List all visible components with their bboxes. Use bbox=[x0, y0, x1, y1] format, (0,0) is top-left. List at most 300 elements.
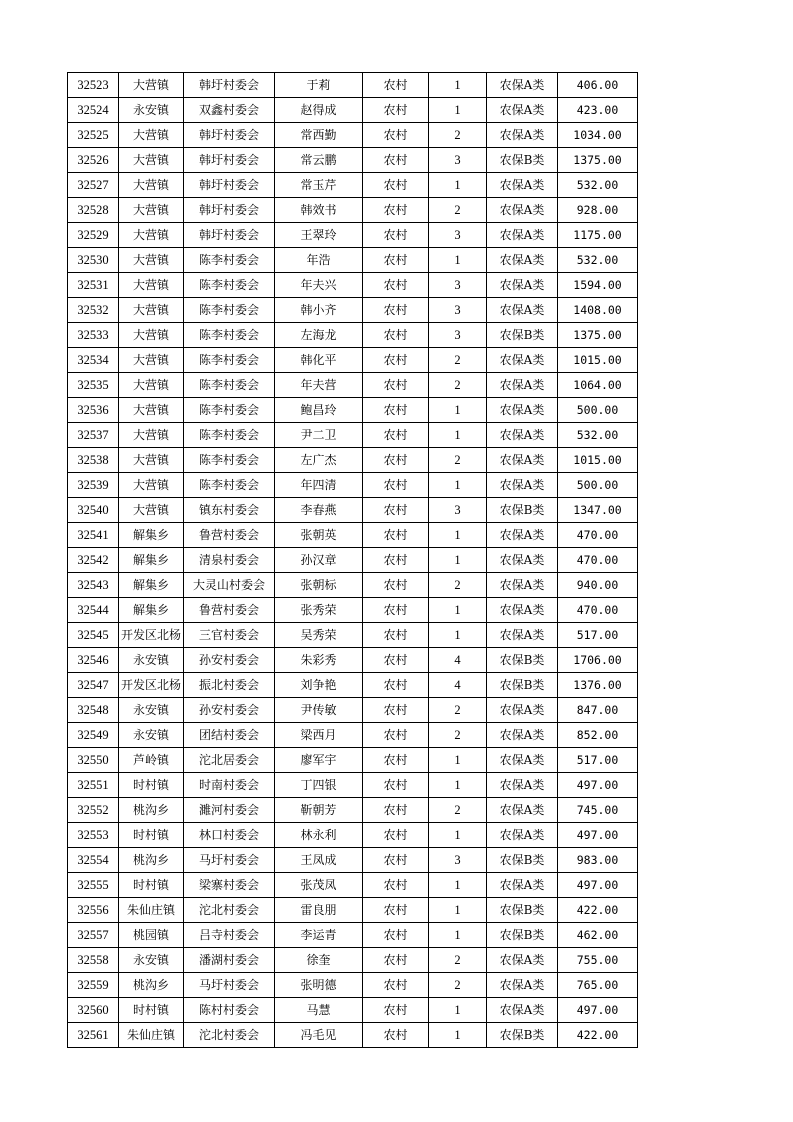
table-row bbox=[68, 773, 638, 798]
insurance-class-cell: 农保A类 bbox=[487, 623, 558, 648]
person-name-cell: 常玉芹 bbox=[275, 173, 363, 198]
table-row bbox=[68, 548, 638, 573]
area-type-cell: 农村 bbox=[363, 73, 429, 98]
table-row bbox=[68, 223, 638, 248]
insurance-class-cell: 农保A类 bbox=[487, 248, 558, 273]
person-name-cell: 丁四银 bbox=[275, 773, 363, 798]
household-count-cell: 1 bbox=[429, 873, 487, 898]
row-id-cell: 32540 bbox=[68, 498, 119, 523]
amount-cell: 983.00 bbox=[558, 848, 638, 873]
row-id-cell: 32546 bbox=[68, 648, 119, 673]
town-cell: 大营镇 bbox=[119, 223, 184, 248]
person-name-cell: 王凤成 bbox=[275, 848, 363, 873]
household-count-cell: 2 bbox=[429, 348, 487, 373]
area-type-cell: 农村 bbox=[363, 748, 429, 773]
person-name-cell: 马慧 bbox=[275, 998, 363, 1023]
village-cell: 韩圩村委会 bbox=[184, 223, 275, 248]
town-cell: 时村镇 bbox=[119, 823, 184, 848]
person-name-cell: 张朝标 bbox=[275, 573, 363, 598]
row-id-cell: 32533 bbox=[68, 323, 119, 348]
amount-cell: 1594.00 bbox=[558, 273, 638, 298]
town-cell: 永安镇 bbox=[119, 948, 184, 973]
insurance-class-cell: 农保B类 bbox=[487, 923, 558, 948]
village-cell: 陈李村委会 bbox=[184, 398, 275, 423]
insurance-class-cell: 农保A类 bbox=[487, 698, 558, 723]
person-name-cell: 年夫兴 bbox=[275, 273, 363, 298]
table-row bbox=[68, 523, 638, 548]
village-cell: 马圩村委会 bbox=[184, 848, 275, 873]
household-count-cell: 2 bbox=[429, 798, 487, 823]
area-type-cell: 农村 bbox=[363, 223, 429, 248]
row-id-cell: 32553 bbox=[68, 823, 119, 848]
town-cell: 解集乡 bbox=[119, 573, 184, 598]
village-cell: 镇东村委会 bbox=[184, 498, 275, 523]
table-row bbox=[68, 598, 638, 623]
table-row bbox=[68, 1023, 638, 1048]
row-id-cell: 32542 bbox=[68, 548, 119, 573]
amount-cell: 470.00 bbox=[558, 523, 638, 548]
village-cell: 韩圩村委会 bbox=[184, 123, 275, 148]
amount-cell: 470.00 bbox=[558, 548, 638, 573]
table-row bbox=[68, 173, 638, 198]
person-name-cell: 王翠玲 bbox=[275, 223, 363, 248]
area-type-cell: 农村 bbox=[363, 973, 429, 998]
area-type-cell: 农村 bbox=[363, 723, 429, 748]
insurance-class-cell: 农保A类 bbox=[487, 798, 558, 823]
village-cell: 大灵山村委会 bbox=[184, 573, 275, 598]
insurance-class-cell: 农保A类 bbox=[487, 123, 558, 148]
person-name-cell: 梁西月 bbox=[275, 723, 363, 748]
amount-cell: 422.00 bbox=[558, 1023, 638, 1048]
household-count-cell: 2 bbox=[429, 698, 487, 723]
village-cell: 吕寺村委会 bbox=[184, 923, 275, 948]
household-count-cell: 1 bbox=[429, 423, 487, 448]
amount-cell: 1175.00 bbox=[558, 223, 638, 248]
person-name-cell: 常西勤 bbox=[275, 123, 363, 148]
row-id-cell: 32534 bbox=[68, 348, 119, 373]
table-row bbox=[68, 998, 638, 1023]
person-name-cell: 廖军宇 bbox=[275, 748, 363, 773]
row-id-cell: 32560 bbox=[68, 998, 119, 1023]
village-cell: 鲁营村委会 bbox=[184, 523, 275, 548]
area-type-cell: 农村 bbox=[363, 673, 429, 698]
town-cell: 永安镇 bbox=[119, 98, 184, 123]
town-cell: 解集乡 bbox=[119, 523, 184, 548]
insurance-class-cell: 农保B类 bbox=[487, 148, 558, 173]
person-name-cell: 张茂凤 bbox=[275, 873, 363, 898]
town-cell: 大营镇 bbox=[119, 73, 184, 98]
village-cell: 梁寨村委会 bbox=[184, 873, 275, 898]
amount-cell: 517.00 bbox=[558, 623, 638, 648]
insurance-class-cell: 农保B类 bbox=[487, 498, 558, 523]
insurance-class-cell: 农保A类 bbox=[487, 398, 558, 423]
village-cell: 韩圩村委会 bbox=[184, 198, 275, 223]
amount-cell: 406.00 bbox=[558, 73, 638, 98]
household-count-cell: 3 bbox=[429, 298, 487, 323]
village-cell: 林口村委会 bbox=[184, 823, 275, 848]
household-count-cell: 1 bbox=[429, 998, 487, 1023]
table-row bbox=[68, 873, 638, 898]
household-count-cell: 3 bbox=[429, 273, 487, 298]
data-table bbox=[67, 72, 638, 1048]
row-id-cell: 32525 bbox=[68, 123, 119, 148]
household-count-cell: 1 bbox=[429, 923, 487, 948]
town-cell: 永安镇 bbox=[119, 698, 184, 723]
town-cell: 开发区北杨 bbox=[119, 623, 184, 648]
town-cell: 桃沟乡 bbox=[119, 973, 184, 998]
insurance-class-cell: 农保A类 bbox=[487, 748, 558, 773]
row-id-cell: 32531 bbox=[68, 273, 119, 298]
person-name-cell: 刘争艳 bbox=[275, 673, 363, 698]
table-row bbox=[68, 673, 638, 698]
person-name-cell: 冯毛见 bbox=[275, 1023, 363, 1048]
household-count-cell: 3 bbox=[429, 498, 487, 523]
area-type-cell: 农村 bbox=[363, 148, 429, 173]
village-cell: 三官村委会 bbox=[184, 623, 275, 648]
insurance-class-cell: 农保B类 bbox=[487, 1023, 558, 1048]
household-count-cell: 4 bbox=[429, 673, 487, 698]
household-count-cell: 2 bbox=[429, 198, 487, 223]
row-id-cell: 32551 bbox=[68, 773, 119, 798]
town-cell: 朱仙庄镇 bbox=[119, 1023, 184, 1048]
area-type-cell: 农村 bbox=[363, 123, 429, 148]
insurance-class-cell: 农保A类 bbox=[487, 598, 558, 623]
household-count-cell: 1 bbox=[429, 773, 487, 798]
area-type-cell: 农村 bbox=[363, 948, 429, 973]
person-name-cell: 靳朝芳 bbox=[275, 798, 363, 823]
insurance-class-cell: 农保A类 bbox=[487, 998, 558, 1023]
household-count-cell: 1 bbox=[429, 748, 487, 773]
row-id-cell: 32541 bbox=[68, 523, 119, 548]
village-cell: 沱北居委会 bbox=[184, 748, 275, 773]
person-name-cell: 年浩 bbox=[275, 248, 363, 273]
person-name-cell: 左广杰 bbox=[275, 448, 363, 473]
area-type-cell: 农村 bbox=[363, 423, 429, 448]
area-type-cell: 农村 bbox=[363, 923, 429, 948]
village-cell: 陈李村委会 bbox=[184, 298, 275, 323]
town-cell: 开发区北杨 bbox=[119, 673, 184, 698]
village-cell: 陈李村委会 bbox=[184, 473, 275, 498]
amount-cell: 852.00 bbox=[558, 723, 638, 748]
row-id-cell: 32552 bbox=[68, 798, 119, 823]
insurance-class-cell: 农保B类 bbox=[487, 648, 558, 673]
table-row bbox=[68, 448, 638, 473]
area-type-cell: 农村 bbox=[363, 698, 429, 723]
village-cell: 沱北村委会 bbox=[184, 898, 275, 923]
person-name-cell: 尹传敏 bbox=[275, 698, 363, 723]
insurance-class-cell: 农保B类 bbox=[487, 673, 558, 698]
household-count-cell: 1 bbox=[429, 823, 487, 848]
insurance-class-cell: 农保A类 bbox=[487, 198, 558, 223]
amount-cell: 1034.00 bbox=[558, 123, 638, 148]
village-cell: 韩圩村委会 bbox=[184, 173, 275, 198]
amount-cell: 532.00 bbox=[558, 423, 638, 448]
household-count-cell: 2 bbox=[429, 123, 487, 148]
row-id-cell: 32555 bbox=[68, 873, 119, 898]
area-type-cell: 农村 bbox=[363, 1023, 429, 1048]
village-cell: 孙安村委会 bbox=[184, 648, 275, 673]
insurance-class-cell: 农保B类 bbox=[487, 848, 558, 873]
row-id-cell: 32523 bbox=[68, 73, 119, 98]
row-id-cell: 32554 bbox=[68, 848, 119, 873]
table-row bbox=[68, 398, 638, 423]
table-row bbox=[68, 698, 638, 723]
row-id-cell: 32544 bbox=[68, 598, 119, 623]
person-name-cell: 林永利 bbox=[275, 823, 363, 848]
person-name-cell: 朱彩秀 bbox=[275, 648, 363, 673]
amount-cell: 940.00 bbox=[558, 573, 638, 598]
table-row bbox=[68, 73, 638, 98]
village-cell: 濉河村委会 bbox=[184, 798, 275, 823]
area-type-cell: 农村 bbox=[363, 298, 429, 323]
person-name-cell: 徐奎 bbox=[275, 948, 363, 973]
household-count-cell: 2 bbox=[429, 973, 487, 998]
row-id-cell: 32539 bbox=[68, 473, 119, 498]
table-row bbox=[68, 973, 638, 998]
town-cell: 大营镇 bbox=[119, 298, 184, 323]
amount-cell: 500.00 bbox=[558, 473, 638, 498]
amount-cell: 1015.00 bbox=[558, 348, 638, 373]
person-name-cell: 年夫营 bbox=[275, 373, 363, 398]
household-count-cell: 1 bbox=[429, 548, 487, 573]
household-count-cell: 1 bbox=[429, 248, 487, 273]
row-id-cell: 32545 bbox=[68, 623, 119, 648]
area-type-cell: 农村 bbox=[363, 323, 429, 348]
amount-cell: 1347.00 bbox=[558, 498, 638, 523]
row-id-cell: 32530 bbox=[68, 248, 119, 273]
insurance-class-cell: 农保A类 bbox=[487, 973, 558, 998]
town-cell: 大营镇 bbox=[119, 398, 184, 423]
area-type-cell: 农村 bbox=[363, 773, 429, 798]
table-body bbox=[68, 73, 638, 1048]
town-cell: 大营镇 bbox=[119, 273, 184, 298]
person-name-cell: 赵得成 bbox=[275, 98, 363, 123]
village-cell: 陈李村委会 bbox=[184, 373, 275, 398]
row-id-cell: 32532 bbox=[68, 298, 119, 323]
amount-cell: 517.00 bbox=[558, 748, 638, 773]
area-type-cell: 农村 bbox=[363, 248, 429, 273]
amount-cell: 1015.00 bbox=[558, 448, 638, 473]
row-id-cell: 32549 bbox=[68, 723, 119, 748]
town-cell: 大营镇 bbox=[119, 348, 184, 373]
amount-cell: 1064.00 bbox=[558, 373, 638, 398]
insurance-class-cell: 农保A类 bbox=[487, 223, 558, 248]
row-id-cell: 32543 bbox=[68, 573, 119, 598]
table-row bbox=[68, 123, 638, 148]
row-id-cell: 32536 bbox=[68, 398, 119, 423]
person-name-cell: 韩小齐 bbox=[275, 298, 363, 323]
village-cell: 沱北村委会 bbox=[184, 1023, 275, 1048]
area-type-cell: 农村 bbox=[363, 373, 429, 398]
area-type-cell: 农村 bbox=[363, 473, 429, 498]
village-cell: 鲁营村委会 bbox=[184, 598, 275, 623]
town-cell: 大营镇 bbox=[119, 198, 184, 223]
person-name-cell: 常云鹏 bbox=[275, 148, 363, 173]
town-cell: 时村镇 bbox=[119, 773, 184, 798]
insurance-class-cell: 农保A类 bbox=[487, 723, 558, 748]
area-type-cell: 农村 bbox=[363, 623, 429, 648]
village-cell: 清泉村委会 bbox=[184, 548, 275, 573]
person-name-cell: 雷良朋 bbox=[275, 898, 363, 923]
insurance-class-cell: 农保A类 bbox=[487, 73, 558, 98]
town-cell: 桃园镇 bbox=[119, 923, 184, 948]
table-row bbox=[68, 823, 638, 848]
area-type-cell: 农村 bbox=[363, 573, 429, 598]
insurance-class-cell: 农保A类 bbox=[487, 448, 558, 473]
town-cell: 桃沟乡 bbox=[119, 848, 184, 873]
household-count-cell: 3 bbox=[429, 848, 487, 873]
row-id-cell: 32526 bbox=[68, 148, 119, 173]
table-row bbox=[68, 898, 638, 923]
person-name-cell: 尹二卫 bbox=[275, 423, 363, 448]
town-cell: 大营镇 bbox=[119, 498, 184, 523]
insurance-class-cell: 农保A类 bbox=[487, 173, 558, 198]
area-type-cell: 农村 bbox=[363, 98, 429, 123]
person-name-cell: 韩化平 bbox=[275, 348, 363, 373]
area-type-cell: 农村 bbox=[363, 198, 429, 223]
insurance-class-cell: 农保A类 bbox=[487, 873, 558, 898]
household-count-cell: 2 bbox=[429, 448, 487, 473]
town-cell: 大营镇 bbox=[119, 323, 184, 348]
town-cell: 大营镇 bbox=[119, 148, 184, 173]
household-count-cell: 3 bbox=[429, 323, 487, 348]
row-id-cell: 32548 bbox=[68, 698, 119, 723]
insurance-class-cell: 农保B类 bbox=[487, 323, 558, 348]
town-cell: 永安镇 bbox=[119, 723, 184, 748]
village-cell: 陈李村委会 bbox=[184, 273, 275, 298]
area-type-cell: 农村 bbox=[363, 648, 429, 673]
area-type-cell: 农村 bbox=[363, 548, 429, 573]
insurance-class-cell: 农保A类 bbox=[487, 423, 558, 448]
table-row bbox=[68, 948, 638, 973]
person-name-cell: 韩效书 bbox=[275, 198, 363, 223]
amount-cell: 497.00 bbox=[558, 823, 638, 848]
amount-cell: 1706.00 bbox=[558, 648, 638, 673]
area-type-cell: 农村 bbox=[363, 273, 429, 298]
household-count-cell: 1 bbox=[429, 1023, 487, 1048]
village-cell: 陈李村委会 bbox=[184, 348, 275, 373]
row-id-cell: 32558 bbox=[68, 948, 119, 973]
town-cell: 时村镇 bbox=[119, 998, 184, 1023]
insurance-class-cell: 农保A类 bbox=[487, 298, 558, 323]
insurance-class-cell: 农保A类 bbox=[487, 473, 558, 498]
table-row bbox=[68, 473, 638, 498]
insurance-class-cell: 农保A类 bbox=[487, 948, 558, 973]
table-row bbox=[68, 148, 638, 173]
table-row bbox=[68, 748, 638, 773]
amount-cell: 497.00 bbox=[558, 998, 638, 1023]
amount-cell: 928.00 bbox=[558, 198, 638, 223]
household-count-cell: 2 bbox=[429, 948, 487, 973]
village-cell: 潘湖村委会 bbox=[184, 948, 275, 973]
person-name-cell: 鲍昌玲 bbox=[275, 398, 363, 423]
row-id-cell: 32547 bbox=[68, 673, 119, 698]
town-cell: 芦岭镇 bbox=[119, 748, 184, 773]
insurance-class-cell: 农保A类 bbox=[487, 573, 558, 598]
row-id-cell: 32561 bbox=[68, 1023, 119, 1048]
town-cell: 大营镇 bbox=[119, 248, 184, 273]
insurance-class-cell: 农保A类 bbox=[487, 373, 558, 398]
table-row bbox=[68, 323, 638, 348]
area-type-cell: 农村 bbox=[363, 823, 429, 848]
village-cell: 陈村村委会 bbox=[184, 998, 275, 1023]
row-id-cell: 32537 bbox=[68, 423, 119, 448]
person-name-cell: 吴秀荣 bbox=[275, 623, 363, 648]
town-cell: 解集乡 bbox=[119, 548, 184, 573]
insurance-class-cell: 农保A类 bbox=[487, 548, 558, 573]
household-count-cell: 1 bbox=[429, 173, 487, 198]
person-name-cell: 年四清 bbox=[275, 473, 363, 498]
amount-cell: 765.00 bbox=[558, 973, 638, 998]
row-id-cell: 32557 bbox=[68, 923, 119, 948]
area-type-cell: 农村 bbox=[363, 348, 429, 373]
area-type-cell: 农村 bbox=[363, 598, 429, 623]
row-id-cell: 32538 bbox=[68, 448, 119, 473]
amount-cell: 745.00 bbox=[558, 798, 638, 823]
table-row bbox=[68, 373, 638, 398]
person-name-cell: 李运青 bbox=[275, 923, 363, 948]
amount-cell: 497.00 bbox=[558, 773, 638, 798]
row-id-cell: 32529 bbox=[68, 223, 119, 248]
town-cell: 大营镇 bbox=[119, 448, 184, 473]
area-type-cell: 农村 bbox=[363, 498, 429, 523]
town-cell: 朱仙庄镇 bbox=[119, 898, 184, 923]
table-row bbox=[68, 248, 638, 273]
village-cell: 团结村委会 bbox=[184, 723, 275, 748]
insurance-class-cell: 农保A类 bbox=[487, 98, 558, 123]
amount-cell: 497.00 bbox=[558, 873, 638, 898]
village-cell: 陈李村委会 bbox=[184, 448, 275, 473]
household-count-cell: 3 bbox=[429, 148, 487, 173]
village-cell: 振北村委会 bbox=[184, 673, 275, 698]
village-cell: 韩圩村委会 bbox=[184, 73, 275, 98]
area-type-cell: 农村 bbox=[363, 798, 429, 823]
area-type-cell: 农村 bbox=[363, 523, 429, 548]
area-type-cell: 农村 bbox=[363, 398, 429, 423]
household-count-cell: 1 bbox=[429, 73, 487, 98]
village-cell: 陈李村委会 bbox=[184, 423, 275, 448]
row-id-cell: 32550 bbox=[68, 748, 119, 773]
household-count-cell: 1 bbox=[429, 523, 487, 548]
table-row bbox=[68, 923, 638, 948]
person-name-cell: 左海龙 bbox=[275, 323, 363, 348]
table-row bbox=[68, 798, 638, 823]
person-name-cell: 于莉 bbox=[275, 73, 363, 98]
person-name-cell: 李春燕 bbox=[275, 498, 363, 523]
village-cell: 孙安村委会 bbox=[184, 698, 275, 723]
household-count-cell: 1 bbox=[429, 398, 487, 423]
table-row bbox=[68, 98, 638, 123]
row-id-cell: 32559 bbox=[68, 973, 119, 998]
table-row bbox=[68, 348, 638, 373]
amount-cell: 462.00 bbox=[558, 923, 638, 948]
table-row bbox=[68, 498, 638, 523]
area-type-cell: 农村 bbox=[363, 898, 429, 923]
amount-cell: 500.00 bbox=[558, 398, 638, 423]
amount-cell: 847.00 bbox=[558, 698, 638, 723]
household-count-cell: 2 bbox=[429, 373, 487, 398]
area-type-cell: 农村 bbox=[363, 448, 429, 473]
household-count-cell: 1 bbox=[429, 623, 487, 648]
row-id-cell: 32524 bbox=[68, 98, 119, 123]
amount-cell: 1408.00 bbox=[558, 298, 638, 323]
table-row bbox=[68, 573, 638, 598]
row-id-cell: 32535 bbox=[68, 373, 119, 398]
town-cell: 时村镇 bbox=[119, 873, 184, 898]
person-name-cell: 张明德 bbox=[275, 973, 363, 998]
table-row bbox=[68, 623, 638, 648]
row-id-cell: 32556 bbox=[68, 898, 119, 923]
